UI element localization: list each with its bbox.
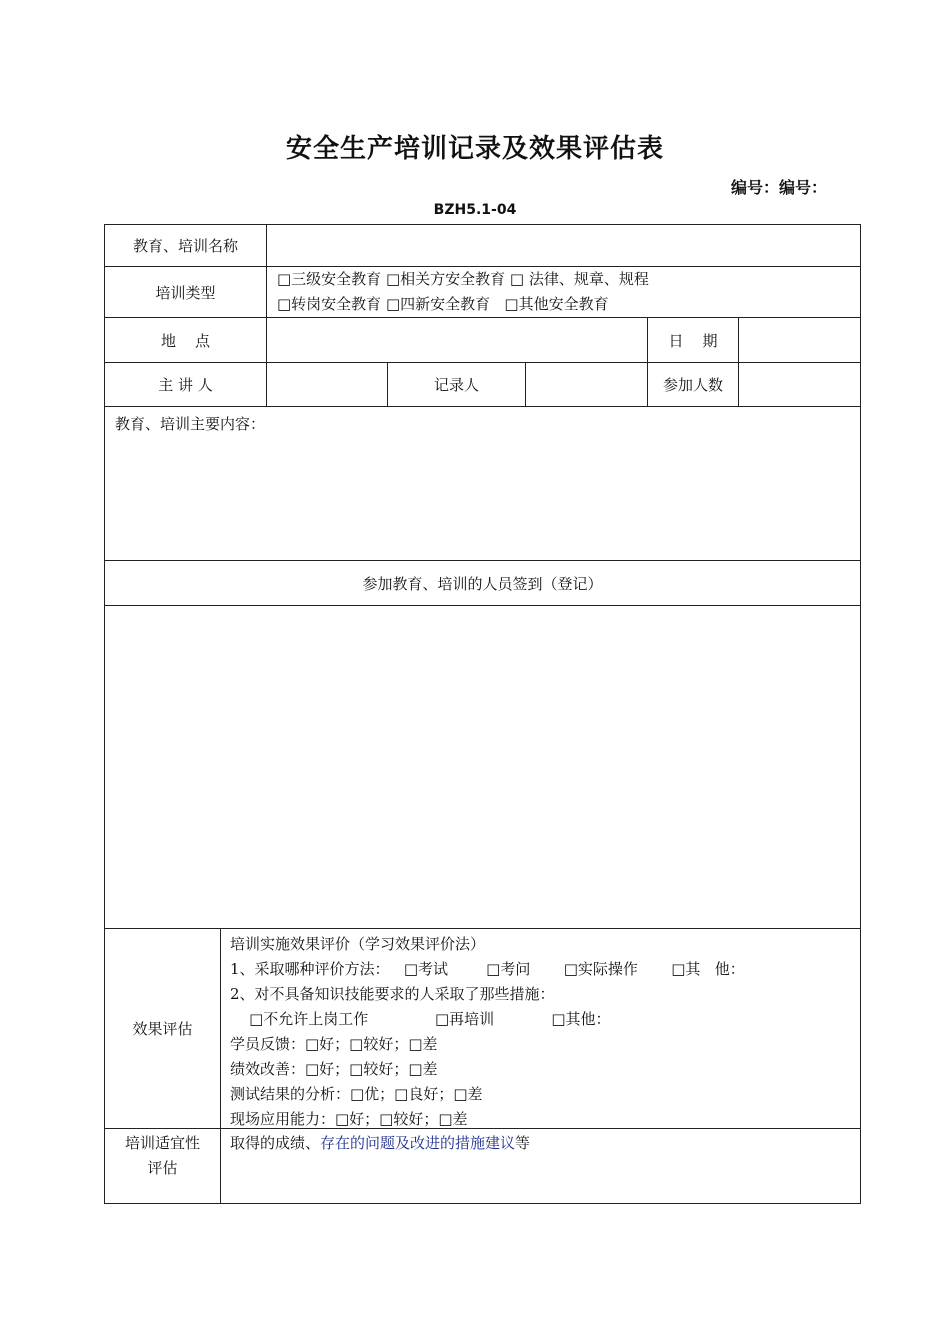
training-content-area[interactable] xyxy=(104,406,861,561)
lecturer-field[interactable] xyxy=(266,362,388,407)
training-type-options[interactable] xyxy=(266,266,861,318)
evaluation-line: 2、对不具备知识技能要求的人采取了那些措施： xyxy=(230,985,555,1003)
training-type-row-2: □转岗安全教育 □四新安全教育 □其他安全教育 xyxy=(277,295,609,313)
date-label: 日 期 xyxy=(647,317,739,363)
evaluation-content[interactable] xyxy=(220,928,861,1129)
suitability-label-line-2: 评估 xyxy=(147,1159,178,1177)
evaluation-line: 培训实施效果评价（学习效果评价法） xyxy=(230,935,486,953)
evaluation-line: 现场应用能力：□好；□较好；□差 xyxy=(230,1110,468,1128)
training-name-label: 教育、培训名称 xyxy=(104,224,267,267)
attendees-label: 参加人数 xyxy=(647,362,739,407)
evaluation-label: 效果评估 xyxy=(104,928,221,1129)
suitability-content[interactable] xyxy=(220,1128,861,1204)
place-label: 地 点 xyxy=(104,317,267,363)
lecturer-label: 主 讲 人 xyxy=(104,362,267,407)
training-content-label: 教育、培训主要内容： xyxy=(115,415,266,433)
attendees-field[interactable] xyxy=(738,362,861,407)
evaluation-line: 学员反馈：□好；□较好；□差 xyxy=(230,1035,438,1053)
signin-area[interactable] xyxy=(104,605,861,929)
training-name-field[interactable] xyxy=(266,224,861,267)
evaluation-line: 测试结果的分析：□优；□良好；□差 xyxy=(230,1085,483,1103)
signin-header: 参加教育、培训的人员签到（登记） xyxy=(104,560,861,606)
recorder-field[interactable] xyxy=(525,362,648,407)
suitability-label-line-1: 培训适宜性 xyxy=(124,1134,200,1152)
place-field[interactable] xyxy=(266,317,648,363)
date-field[interactable] xyxy=(738,317,861,363)
form-code-label: 编号：编号： xyxy=(730,178,827,197)
training-type-label: 培训类型 xyxy=(104,266,267,318)
suitability-label xyxy=(104,1128,221,1204)
evaluation-line: 绩效改善：□好；□较好；□差 xyxy=(230,1060,438,1078)
evaluation-line: □不允许上岗工作 □再培训 □其他： xyxy=(230,1010,611,1028)
recorder-label: 记录人 xyxy=(387,362,526,407)
training-type-row-1: □三级安全教育 □相关方安全教育 □ 法律、规章、规程 xyxy=(277,270,649,288)
evaluation-line: 1、采取哪种评价方法： □考试 □考问 □实际操作 □其 他： xyxy=(230,960,745,978)
page-title: 安全生产培训记录及效果评估表 xyxy=(285,134,664,164)
form-code-value: BZH5.1-04 xyxy=(433,202,517,218)
suitability-text: 取得的成绩、存在的问题及改进的措施建议等 xyxy=(230,1134,531,1152)
